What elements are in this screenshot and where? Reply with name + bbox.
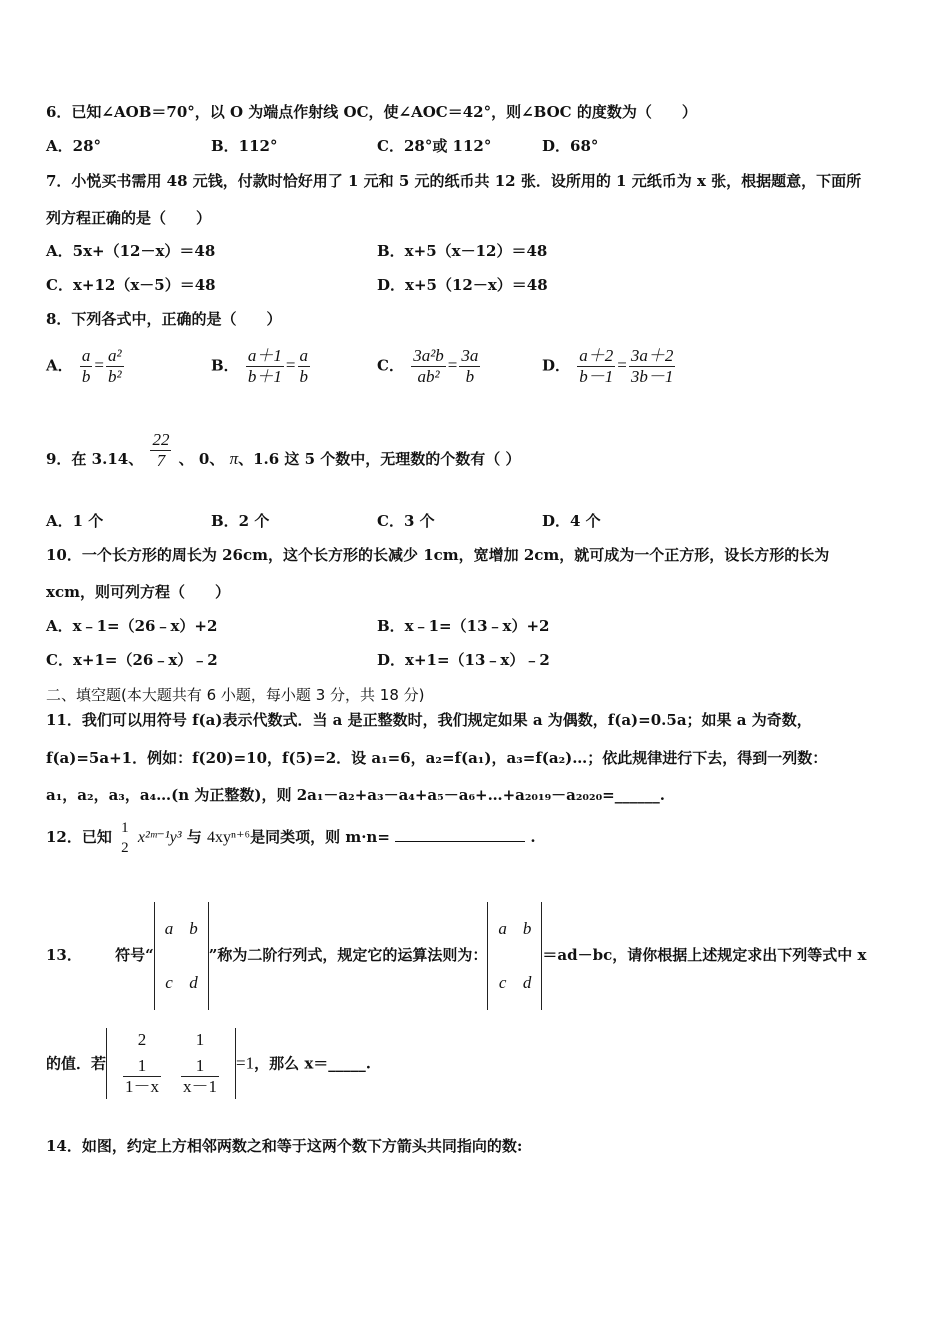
fraction-numerator: 22 xyxy=(152,430,170,449)
matrix-m21 xyxy=(123,1056,161,1097)
equals-sign: = xyxy=(94,355,104,375)
matrix-m22 xyxy=(181,1056,219,1097)
q6-option-a: A．28° xyxy=(46,137,102,155)
q8-option-b-label: B． xyxy=(211,356,239,375)
det-d: d xyxy=(522,973,532,992)
det-a: a xyxy=(164,919,174,938)
q8-c-right-fraction xyxy=(459,346,480,387)
q9-suffix: 、1.6 这 5 个数中，无理数的个数有（ ） xyxy=(238,450,521,468)
fraction-denominator: b xyxy=(299,367,309,386)
fraction-denominator: 7 xyxy=(156,451,166,470)
q13-number: 13． xyxy=(46,946,82,964)
q12-suffix: 是同类项，则 m·n= xyxy=(250,828,390,846)
q7-option-b: B．x+5（x－12）＝48 xyxy=(377,242,548,260)
q13-line2-suffix: ，那么 x＝_____. xyxy=(254,1054,371,1073)
fraction-numerator: a xyxy=(299,346,309,365)
q12-end: . xyxy=(530,828,536,846)
q8-d-left-fraction xyxy=(577,346,615,387)
q8-option-a xyxy=(46,346,126,387)
det-a: a xyxy=(498,919,507,938)
q10-option-d: D．x+1=（13﹣x）﹣2 xyxy=(377,651,550,669)
fraction-numerator: 3a xyxy=(461,346,479,365)
fraction-denominator: b xyxy=(81,367,91,386)
q8-option-a-label: A． xyxy=(46,356,73,375)
q13-line1 xyxy=(46,902,866,1010)
q8-b-right-fraction xyxy=(298,346,311,387)
q9-option-b: B．2 个 xyxy=(211,512,270,530)
fraction-denominator: 3b－1 xyxy=(630,367,674,386)
q8-c-left-fraction xyxy=(411,346,446,387)
fraction-numerator: a＋2 xyxy=(579,346,614,365)
q13-equals-one: =1 xyxy=(236,1053,255,1073)
fraction-denominator: 2 xyxy=(121,840,129,856)
q9-option-c: C．3 个 xyxy=(377,512,435,530)
fraction-denominator: b xyxy=(465,367,475,386)
fraction-numerator: 1 xyxy=(181,1056,219,1077)
q14-stem: 14．如图，约定上方相邻两数之和等于这两个数下方箭头共同指向的数: xyxy=(46,1137,523,1155)
fraction-numerator: 1 xyxy=(121,820,129,836)
q13-t3: ＝ad－bc，请你根据上述规定求出下列等式中 x xyxy=(542,946,867,964)
fraction-numerator: 3a＋2 xyxy=(630,346,674,365)
q9-stem xyxy=(46,430,521,471)
q11-line1: 11．我们可以用符号 f(a)表示代数式．当 a 是正整数时，我们规定如果 a 为偶数，f(a)=0.5a；如果 a 为奇数， xyxy=(46,711,812,729)
fraction-denominator: x－1 xyxy=(183,1077,218,1096)
fraction-denominator: b－1 xyxy=(579,367,614,386)
q13-t1: 符号“ xyxy=(115,946,154,964)
q6-option-c: C．28°或 112° xyxy=(377,137,492,155)
q9-fraction xyxy=(150,430,171,471)
det-c: c xyxy=(165,973,173,992)
q7-option-a: A．5x+（12－x）＝48 xyxy=(46,242,216,260)
q6-option-b: B．112° xyxy=(211,137,278,155)
q8-b-left-fraction xyxy=(246,346,284,387)
q10-option-c: C．x+1=（26﹣x）﹣2 xyxy=(46,651,218,669)
q12-coefficient xyxy=(119,818,131,858)
q10-stem-line1: 10．一个长方形的周长为 26cm，这个长方形的长减少 1cm，宽增加 2cm，就可成为一个正方形，设长方形的长为 xyxy=(46,546,830,564)
q6-option-d: D．68° xyxy=(542,137,599,155)
q9-option-a: A．1 个 xyxy=(46,512,104,530)
q13-determinant-rule xyxy=(487,902,542,1010)
equals-sign: = xyxy=(617,355,627,375)
q10-option-b: B．x﹣1=（13﹣x）+2 xyxy=(377,617,550,635)
pi-symbol: π xyxy=(229,449,239,468)
q8-option-d-label: D． xyxy=(542,356,571,375)
q13-determinant-symbol xyxy=(154,902,209,1010)
det-c: c xyxy=(498,973,507,992)
section-heading: 二、填空题(本大题共有 6 小题，每小题 3 分，共 18 分) xyxy=(46,686,425,704)
fraction-numerator: 3a²b xyxy=(413,346,444,365)
q7-stem-line1: 7．小悦买书需用 48 元钱，付款时恰好用了 1 元和 5 元的纸币共 12 张．设所用的 1 元纸币为 x 张，根据题意，下面所 xyxy=(46,172,862,190)
det-b: b xyxy=(522,919,532,938)
q8-a-right-fraction xyxy=(106,346,124,387)
q13-t2: ”称为二阶行列式，规定它的运算法则为： xyxy=(208,946,488,964)
q8-a-left-fraction xyxy=(80,346,93,387)
fraction-denominator: 1－x xyxy=(125,1077,160,1096)
fraction-numerator: a² xyxy=(107,346,122,365)
q8-option-c-label: C． xyxy=(377,356,404,375)
q8-option-c xyxy=(377,346,482,387)
q10-option-a: A．x﹣1=（26﹣x）+2 xyxy=(46,617,218,635)
q12-term1: x²ᵐ⁻¹y³ xyxy=(137,829,182,846)
q11-line2: f(a)=5a+1．例如：f(20)=10，f(5)=2．设 a₁=6，a₂=f(a₁)，a₃=f(a₂)…；依此规律进行下去，得到一列数： xyxy=(46,749,828,767)
q11-line3: a₁，a₂，a₃，a₄…(n 为正整数)，则 2a₁－a₂+a₃－a₄+a₅－a₆+…+a₂₀₁₉－a₂₀₂₀=______. xyxy=(46,786,665,804)
q12-term2: 4xyⁿ⁺⁶ xyxy=(207,829,251,846)
q8-d-right-fraction xyxy=(629,346,676,387)
q6-stem: 6．已知∠AOB＝70°，以 O 为端点作射线 OC，使∠AOC＝42°，则∠BOC 的度数为（ ） xyxy=(46,103,697,121)
q9-option-d: D．4 个 xyxy=(542,512,601,530)
q9-prefix: 9．在 3.14、 xyxy=(46,450,144,468)
det-b: b xyxy=(189,919,198,938)
q7-option-d: D．x+5（12－x）＝48 xyxy=(377,276,548,294)
q12-mid: 与 xyxy=(186,828,202,846)
q10-stem-line2: xcm，则可列方程（ ） xyxy=(46,583,230,601)
matrix-m12: 1 xyxy=(195,1030,205,1049)
fraction-numerator: a＋1 xyxy=(247,346,282,365)
q8-option-b xyxy=(211,346,312,387)
equals-sign: = xyxy=(285,355,296,375)
q9-middle: 、 0、 xyxy=(178,450,225,468)
fraction-numerator: 1 xyxy=(123,1056,161,1077)
fraction-denominator: ab² xyxy=(417,367,440,386)
answer-blank xyxy=(395,841,525,842)
q13-line2-prefix: 的值．若 xyxy=(46,1054,107,1073)
det-d: d xyxy=(189,973,198,992)
fraction-denominator: b² xyxy=(107,367,122,386)
fraction-numerator: a xyxy=(81,346,91,365)
q8-option-d xyxy=(542,346,677,387)
q7-stem-line2: 列方程正确的是（ ） xyxy=(46,209,212,227)
q7-option-c: C．x+12（x－5）＝48 xyxy=(46,276,216,294)
q13-line2 xyxy=(46,1028,371,1099)
q12-prefix: 12．已知 xyxy=(46,828,112,846)
matrix-m11: 2 xyxy=(137,1030,147,1049)
fraction-denominator: b＋1 xyxy=(247,367,282,386)
q12-stem xyxy=(46,818,536,858)
q13-matrix xyxy=(106,1028,236,1099)
q8-stem: 8．下列各式中，正确的是（ ） xyxy=(46,310,282,328)
equals-sign: = xyxy=(447,355,458,375)
